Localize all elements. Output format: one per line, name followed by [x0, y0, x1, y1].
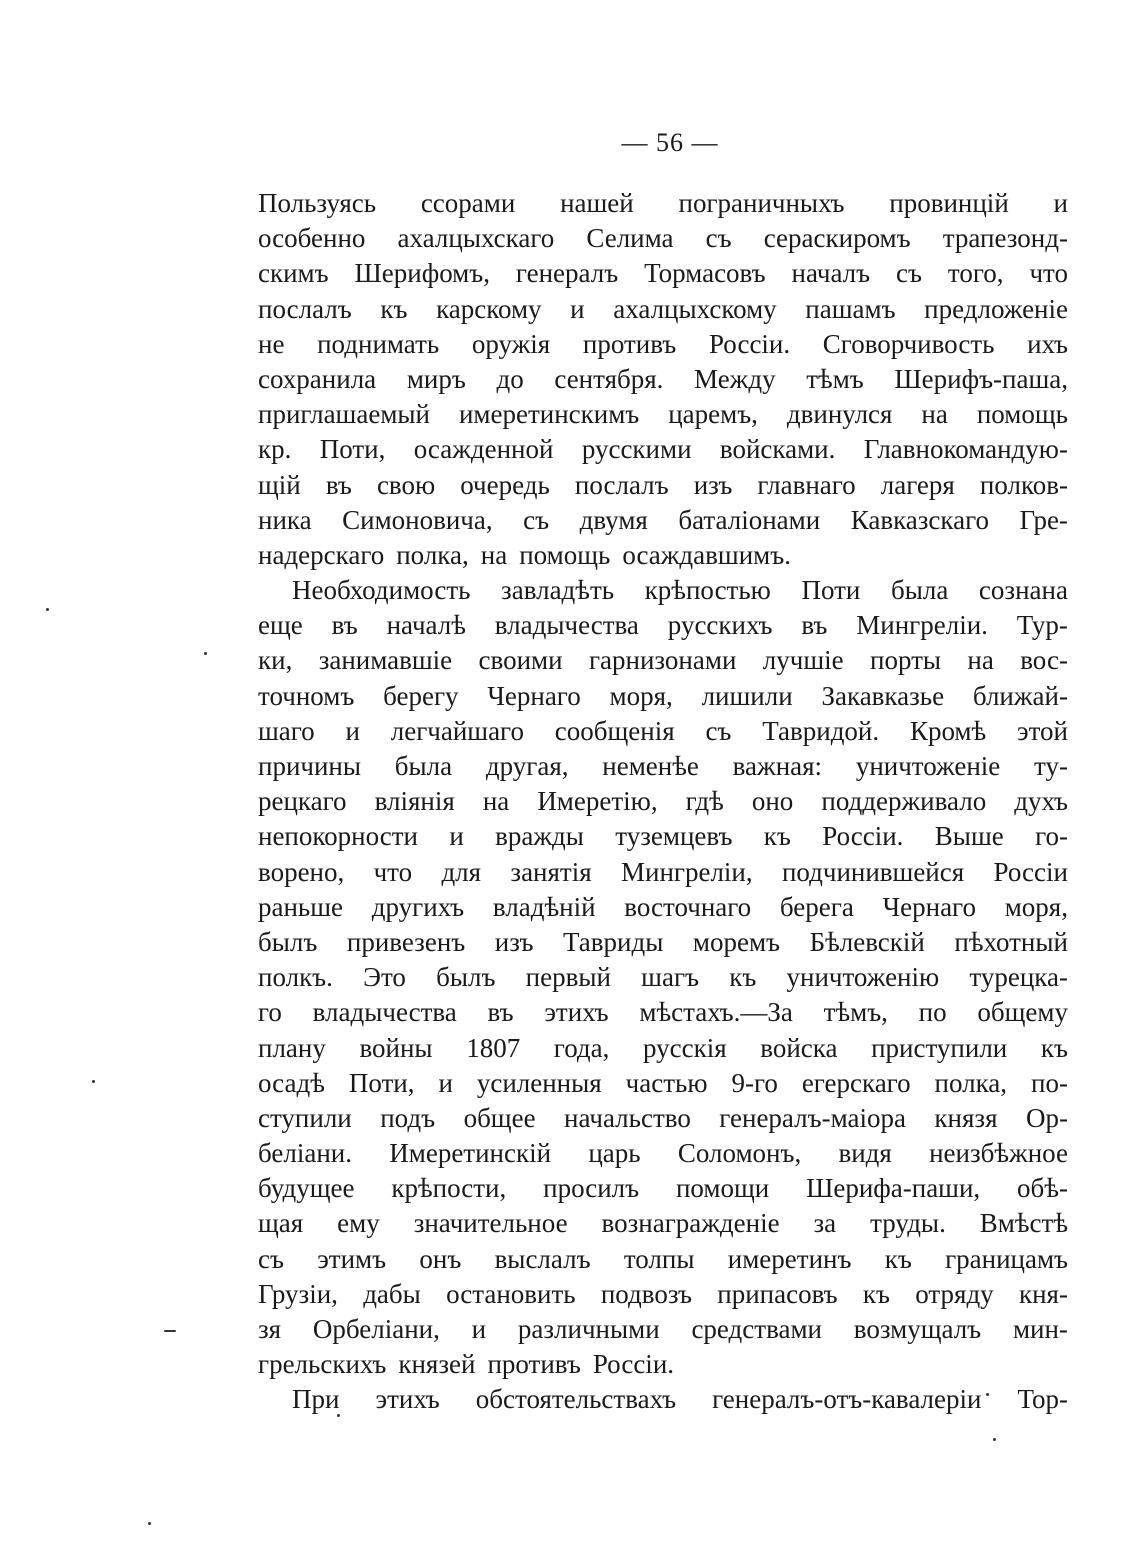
text-line: будущее крѣпости, просилъ помощи Шерифа-паши, обѣ-	[258, 1173, 1068, 1204]
text-line: При этихъ обстоятельствахъ генералъ-отъ-кавалеріи Тор-	[292, 1384, 1068, 1415]
scan-speck	[986, 1393, 989, 1396]
text-line: Необходимость завладѣть крѣпостью Поти была сознана	[292, 575, 1068, 606]
text-line: зя Орбеліани, и различными средствами возмущалъ мин-	[258, 1314, 1068, 1344]
text-line: точномъ берегу Чернаго моря, лишили Закавказье ближай-	[258, 680, 1068, 711]
page-number: — 56 —	[621, 128, 719, 157]
text-line: еще въ началѣ владычества русскихъ въ Мингреліи. Тур-	[258, 610, 1068, 641]
text-line: сохранила миръ до сентября. Между тѣмъ Шерифъ-паша,	[258, 363, 1068, 394]
text-line: беліани. Имеретинскій царь Соломонъ, видя неизбѣжное	[258, 1138, 1068, 1169]
scan-speck	[148, 1522, 151, 1525]
scan-speck	[164, 1330, 176, 1332]
text-line: ки, занимавшіе своими гарнизонами лучшіе порты на вос-	[258, 645, 1068, 676]
scan-speck	[337, 1414, 340, 1417]
text-line: непокорности и вражды туземцевъ къ Россіи. Выше го-	[258, 821, 1068, 852]
text-line: щій въ свою очередь послалъ изъ главнаго лагеря полков-	[258, 469, 1068, 500]
text-line: кр. Поти, осажденной русскими войсками. Главнокомандую-	[258, 434, 1068, 465]
text-line: скимъ Шерифомъ, генералъ Тормасовъ началъ съ того, что	[258, 258, 1068, 289]
text-line: причины была другая, неменѣе важная: уничтоженіе ту-	[258, 751, 1068, 781]
text-line: полкъ. Это былъ первый шагъ къ уничтоженію турецка-	[258, 962, 1068, 993]
text-line: раньше другихъ владѣній восточнаго берега Чернаго моря,	[258, 891, 1068, 922]
text-line: осадѣ Поти, и усиленныя частью 9-го егерскаго полка, по-	[258, 1067, 1068, 1098]
text-line: особенно ахалцыхскаго Селима съ сераскиромъ трапезонд-	[258, 223, 1068, 254]
text-line: ника Симоновича, съ двумя баталіонами Кавказскаго Гре-	[258, 504, 1068, 535]
text-line: Грузіи, дабы остановить подвозъ припасовъ къ отряду кня-	[258, 1278, 1068, 1309]
text-line: рецкаго вліянія на Имеретію, гдѣ оно поддерживало духъ	[258, 786, 1068, 817]
text-line: съ этимъ онъ выслалъ толпы имеретинъ къ границамъ	[258, 1243, 1068, 1274]
text-line: послалъ къ карскому и ахалцыхскому пашамъ предложеніе	[258, 293, 1068, 324]
scan-speck	[204, 652, 207, 655]
text-line: грельскихъ князей противъ Россіи.	[258, 1349, 675, 1380]
text-line: приглашаемый имеретинскимъ царемъ, двинулся на помощь	[258, 399, 1068, 430]
body-text	[258, 186, 1068, 1418]
text-line: го владычества въ этихъ мѣстахъ.—За тѣмъ, по общему	[258, 997, 1068, 1028]
scan-speck	[92, 1080, 95, 1083]
text-line: ступили подъ общее начальство генералъ-маіора князя Ор-	[258, 1102, 1068, 1133]
text-line: не поднимать оружія противъ Россіи. Сговорчивость ихъ	[258, 328, 1068, 359]
text-line: Пользуясь ссорами нашей пограничныхъ провинцій и	[258, 188, 1068, 218]
scan-speck	[46, 608, 49, 611]
text-line: былъ привезенъ изъ Тавриды моремъ Бѣлевскій пѣхотный	[258, 926, 1068, 957]
scan-speck	[993, 1438, 996, 1441]
text-line: шаго и легчайшаго сообщенія съ Тавридой. Кромѣ этой	[258, 715, 1068, 746]
text-line: надерскаго полка, на помощь осаждавшимъ.	[258, 539, 791, 570]
text-line: щая ему значительное вознагражденіе за труды. Вмѣстѣ	[258, 1208, 1068, 1239]
text-line: ворено, что для занятія Мингреліи, подчинившейся Россіи	[258, 856, 1068, 887]
text-line: плану войны 1807 года, русскія войска приступили къ	[258, 1032, 1068, 1063]
